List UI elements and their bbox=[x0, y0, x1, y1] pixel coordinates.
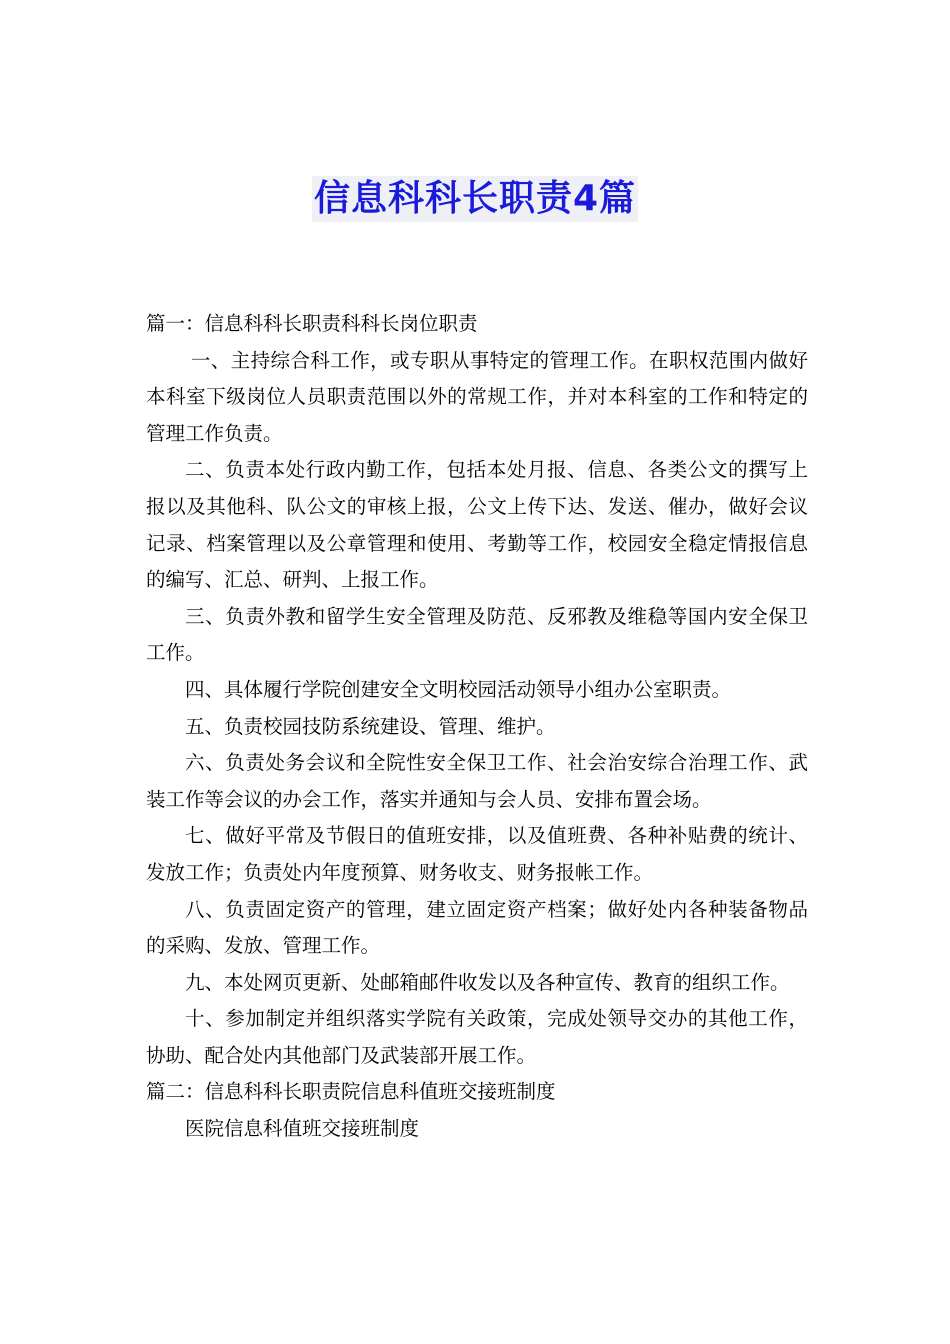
section-heading-1: 篇一：信息科科长职责科科长岗位职责 bbox=[146, 312, 478, 335]
paragraph-item-3: 三、负责外教和留学生安全管理及防范、反邪教及维稳等国内安全保卫工作。 bbox=[146, 604, 808, 665]
section-subheading-2: 医院信息科值班交接班制度 bbox=[185, 1117, 420, 1141]
document-title: 信息科科长职责4篇 bbox=[312, 176, 638, 222]
paragraph-item-5: 五、负责校园技防系统建设、管理、维护。 bbox=[185, 714, 556, 738]
document-body bbox=[146, 306, 808, 1148]
paragraph-item-2: 二、负责本处行政内勤工作，包括本处月报、信息、各类公文的撰写上报以及其他科、队公文的审核上报，公文上传下达、发送、催办，做好会议记录、档案管理以及公章管理和使用、考勤等工作，校园安全稳定情报信息的编写、汇总、研判、上报工作。 bbox=[146, 458, 808, 592]
paragraph-item-6: 六、负责处务会议和全院性安全保卫工作、社会治安综合治理工作、武装工作等会议的办会工作，落实并通知与会人员、安排布置会场。 bbox=[146, 751, 808, 811]
paragraph-item-7: 七、做好平常及节假日的值班安排，以及值班费、各种补贴费的统计、发放工作；负责处内年度预算、财务收支、财务报帐工作。 bbox=[146, 824, 808, 884]
paragraph-item-8: 八、负责固定资产的管理，建立固定资产档案；做好处内各种装备物品的采购、发放、管理工作。 bbox=[146, 897, 808, 958]
section-heading-2: 篇二：信息科科长职责院信息科值班交接班制度 bbox=[146, 1080, 556, 1104]
paragraph-item-9: 九、本处网页更新、处邮箱邮件收发以及各种宣传、教育的组织工作。 bbox=[185, 970, 790, 994]
paragraph-item-10: 十、参加制定并组织落实学院有关政策，完成处领导交办的其他工作，协助、配合处内其他部门及武装部开展工作。 bbox=[146, 1007, 808, 1067]
paragraph-item-1: 一、主持综合科工作，或专职从事特定的管理工作。在职权范围内做好本科室下级岗位人员职责范围以外的常规工作，并对本科室的工作和特定的管理工作负责。 bbox=[146, 348, 808, 445]
title-container bbox=[0, 176, 950, 222]
paragraph-item-4: 四、具体履行学院创建安全文明校园活动领导小组办公室职责。 bbox=[185, 677, 732, 701]
